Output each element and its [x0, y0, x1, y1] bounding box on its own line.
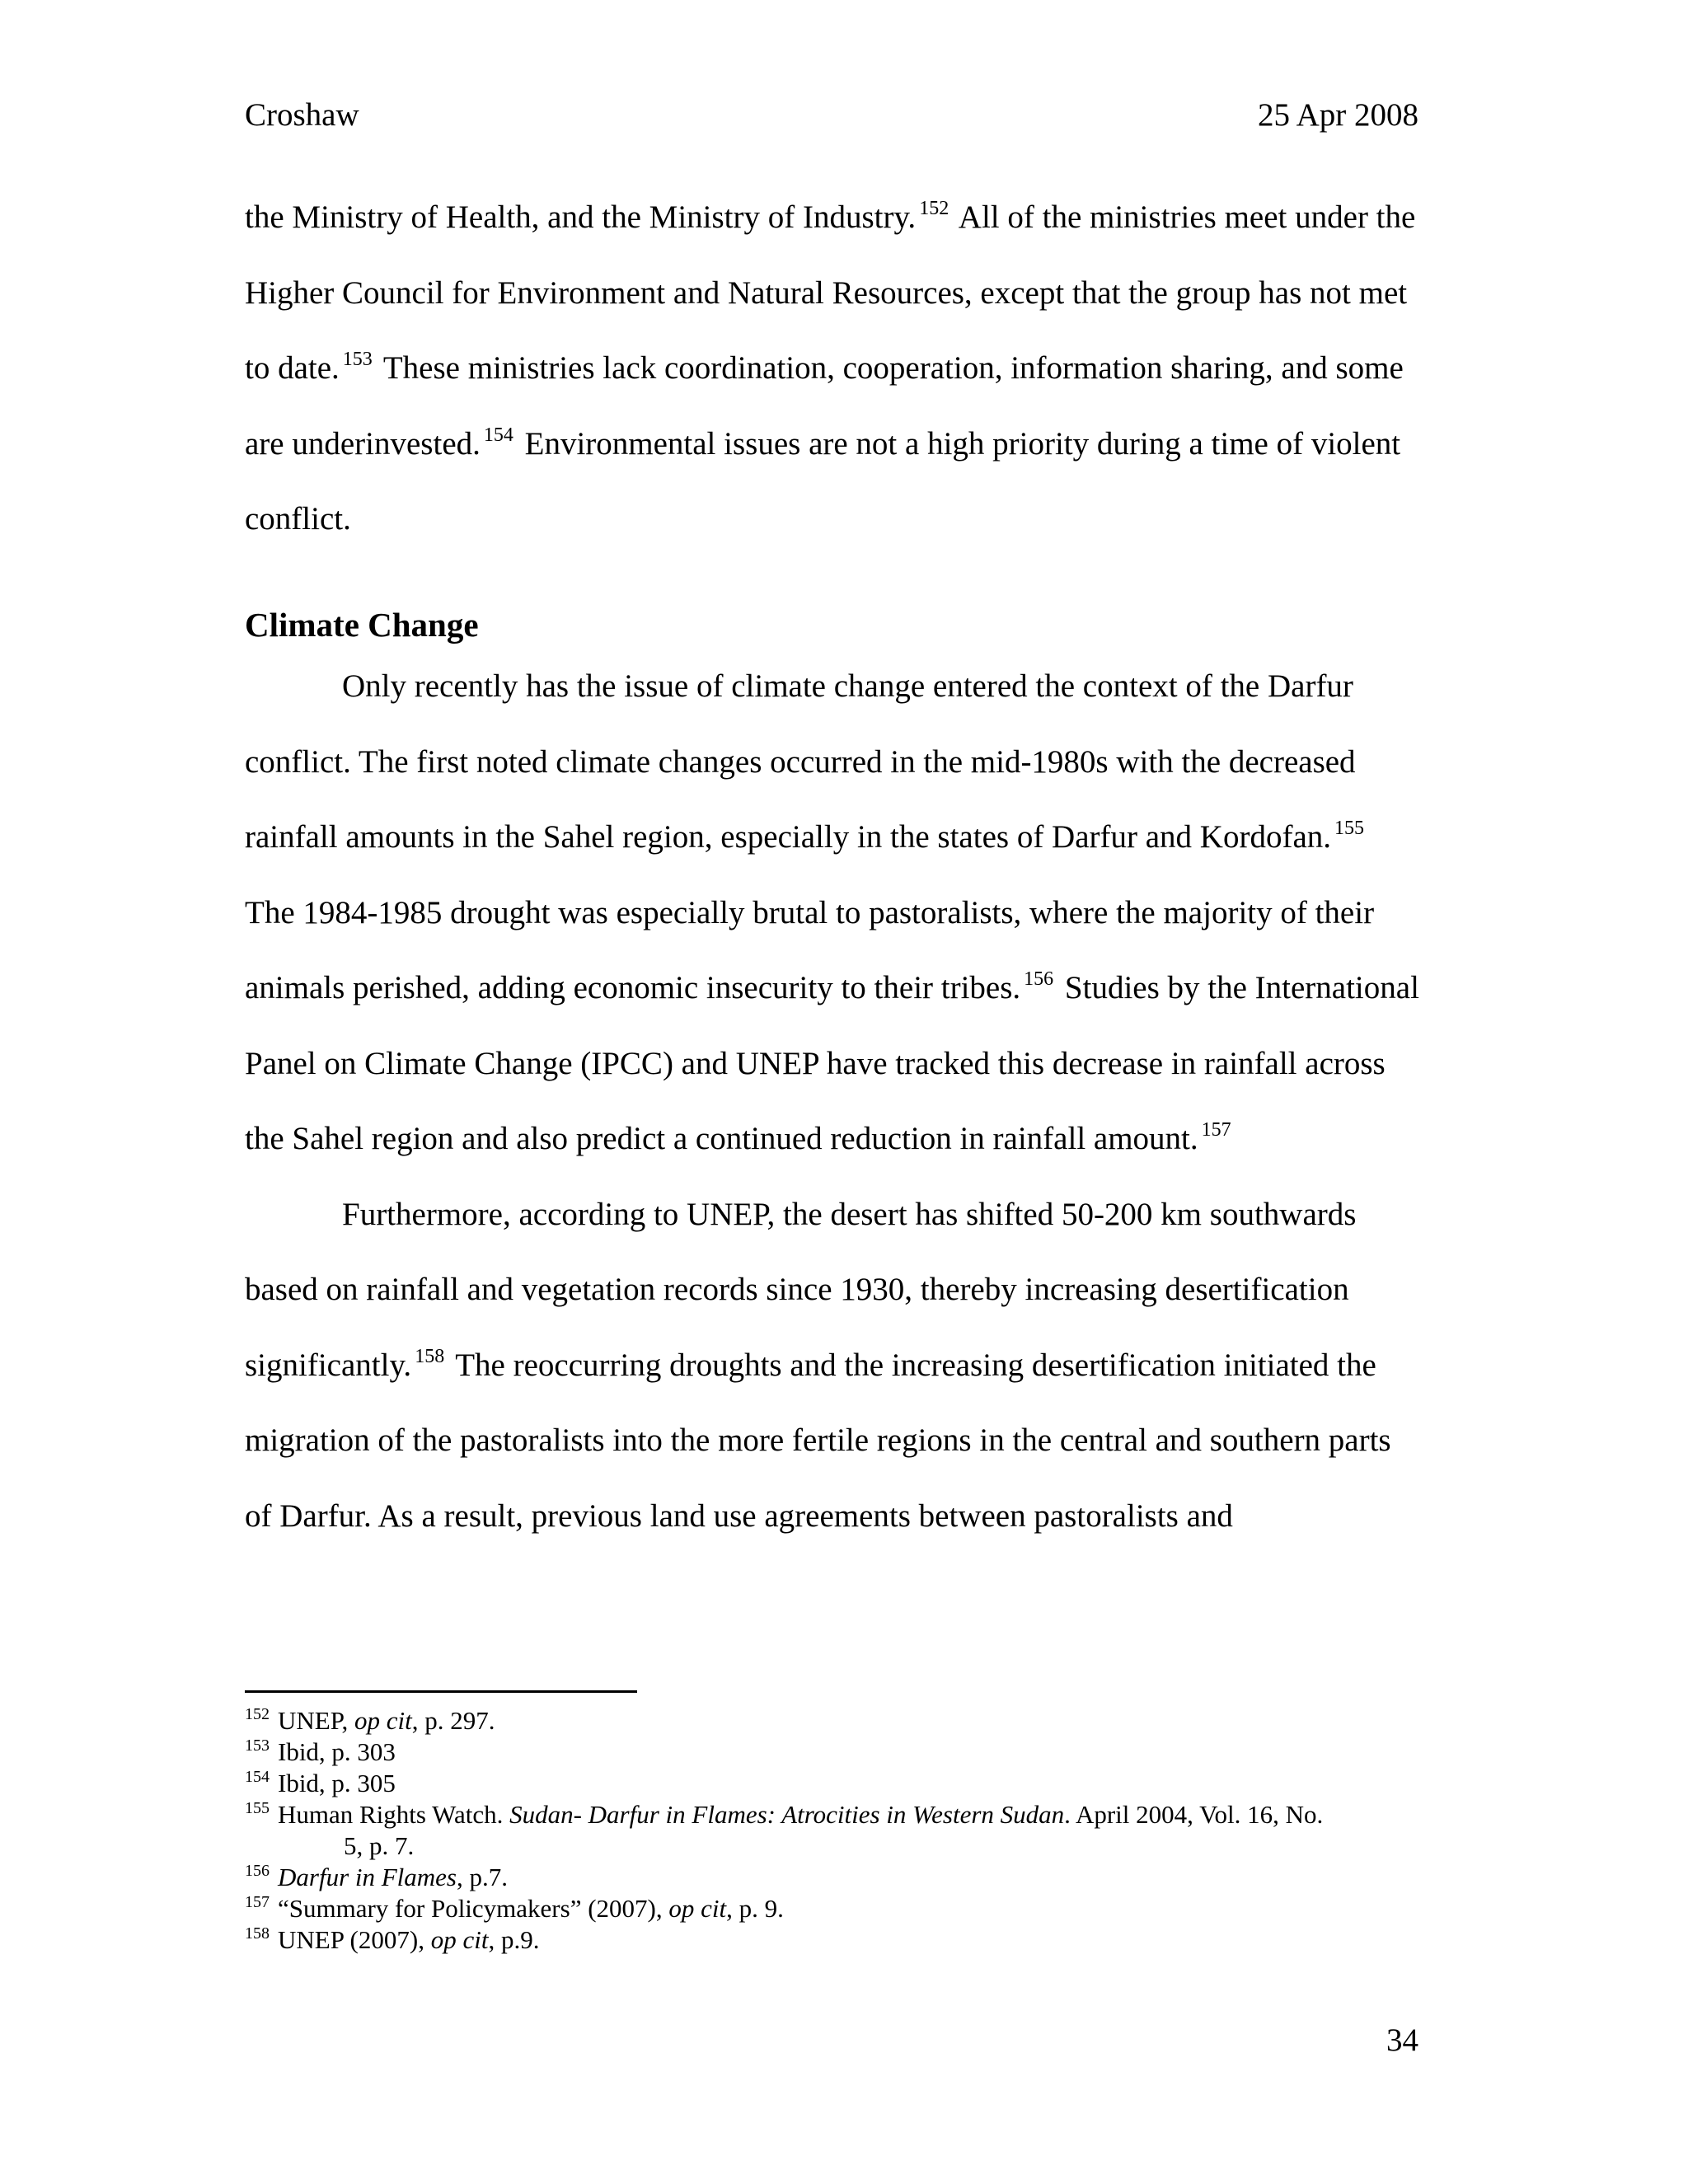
sentence: Environmental issues are not a high priority during a time of violent conflict. — [245, 425, 1401, 537]
footnote-ref-153: 153 — [342, 349, 373, 370]
footnote-continuation: 5, p. 7. — [344, 1831, 415, 1860]
footnote-text: , p. 297. — [411, 1706, 495, 1735]
footnote-italic: Sudan- Darfur in Flames: Atrocities in Western Sudan — [509, 1800, 1065, 1829]
sentence: The reoccurring droughts and the increasing desertification initiated the migration of the pastoralists into the more fertile regions in the central and southern parts of Darfur. As a result, previous land use agreements between pastoralists and — [245, 1347, 1391, 1534]
sentence: The 1984-1985 drought was especially brutal to pastoralists, where the majority of their animals perished, adding economic insecurity to their tribes. — [245, 894, 1375, 1005]
running-header-date: 25 Apr 2008 — [1258, 97, 1418, 133]
footnote-155: 155 Human Rights Watch. Sudan- Darfur in Flames: Atrocities in Western Sudan. April 2004, Vol. 16, No. 5, p. 7. — [245, 1799, 1423, 1862]
footnote-italic: Darfur in Flames — [278, 1863, 457, 1891]
footnote-text: , p.9. — [488, 1925, 540, 1954]
footnotes — [245, 1705, 1423, 1956]
paragraph-ministries — [245, 180, 1420, 557]
section-heading-climate-change: Climate Change — [245, 606, 479, 644]
paragraph-desertification — [245, 1177, 1420, 1554]
footnote-154: 154 Ibid, p. 305 — [245, 1768, 396, 1797]
sentence: the Ministry of Health, and the Ministry of Industry. — [245, 199, 917, 235]
footnote-152: 152 UNEP, op cit, p. 297. — [245, 1705, 495, 1735]
footnote-157: 157 “Summary for Policymakers” (2007), op cit, p. 9. — [245, 1893, 784, 1923]
footnote-italic: op cit — [430, 1925, 489, 1954]
sentence: Only recently has the issue of climate change entered the context of the Darfur conflict. The first noted climate changes occurred in the mid-1980s with the decreased rainfall amounts in the Sahel region, especially in the states of Darfur and Kordofan. — [245, 668, 1356, 855]
footnote-text: UNEP, — [278, 1706, 355, 1735]
footnote-separator — [245, 1690, 637, 1693]
footnote-italic: op cit — [354, 1706, 412, 1735]
footnote-ref-152: 152 — [919, 198, 950, 219]
page-number: 34 — [1386, 2022, 1418, 2058]
sentence: Furthermore, according to UNEP, the desert has shifted 50-200 km southwards based on rainfall and vegetation records since 1930, thereby increasing desertification significantly. — [245, 1196, 1357, 1383]
footnote-italic: op cit — [668, 1894, 727, 1923]
footnote-ref-155: 155 — [1334, 818, 1365, 839]
footnote-ref-157: 157 — [1201, 1119, 1231, 1141]
sentence: These ministries lack coordination, cooperation, information sharing, and some are underinvested. — [245, 350, 1404, 462]
footnote-text: , p.7. — [457, 1863, 508, 1891]
footnote-156: 156 Darfur in Flames, p.7. — [245, 1862, 508, 1891]
footnote-158: 158 UNEP (2007), op cit, p.9. — [245, 1924, 540, 1954]
footnote-ref-154: 154 — [483, 424, 513, 446]
footnote-text: . April 2004, Vol. 16, No. — [1064, 1800, 1324, 1829]
sentence: All of the ministries meet under the Higher Council for Environment and Natural Resources, except that the group has not met to date. — [245, 199, 1416, 386]
paragraph-climate-intro — [245, 649, 1420, 1177]
footnote-text: Human Rights Watch. — [278, 1800, 510, 1829]
sentence: Studies by the International Panel on Climate Change (IPCC) and UNEP have tracked this decrease in rainfall across the Sahel region and also predict a continued reduction in rainfall amount. — [245, 970, 1419, 1156]
body-block-ministries — [245, 180, 1420, 557]
footnote-ref-158: 158 — [415, 1345, 445, 1367]
footnote-text: UNEP (2007), — [278, 1925, 431, 1954]
footnote-text: , p. 9. — [726, 1894, 784, 1923]
footnote-ref-156: 156 — [1024, 968, 1054, 990]
body-block-climate — [245, 649, 1420, 1554]
footnote-153: 153 Ibid, p. 303 — [245, 1736, 396, 1766]
running-header-author: Croshaw — [245, 97, 359, 133]
footnote-text: “Summary for Policymakers” (2007), — [278, 1894, 669, 1923]
footnote-text: Ibid, p. 305 — [278, 1769, 396, 1797]
footnote-text: Ibid, p. 303 — [278, 1737, 396, 1766]
